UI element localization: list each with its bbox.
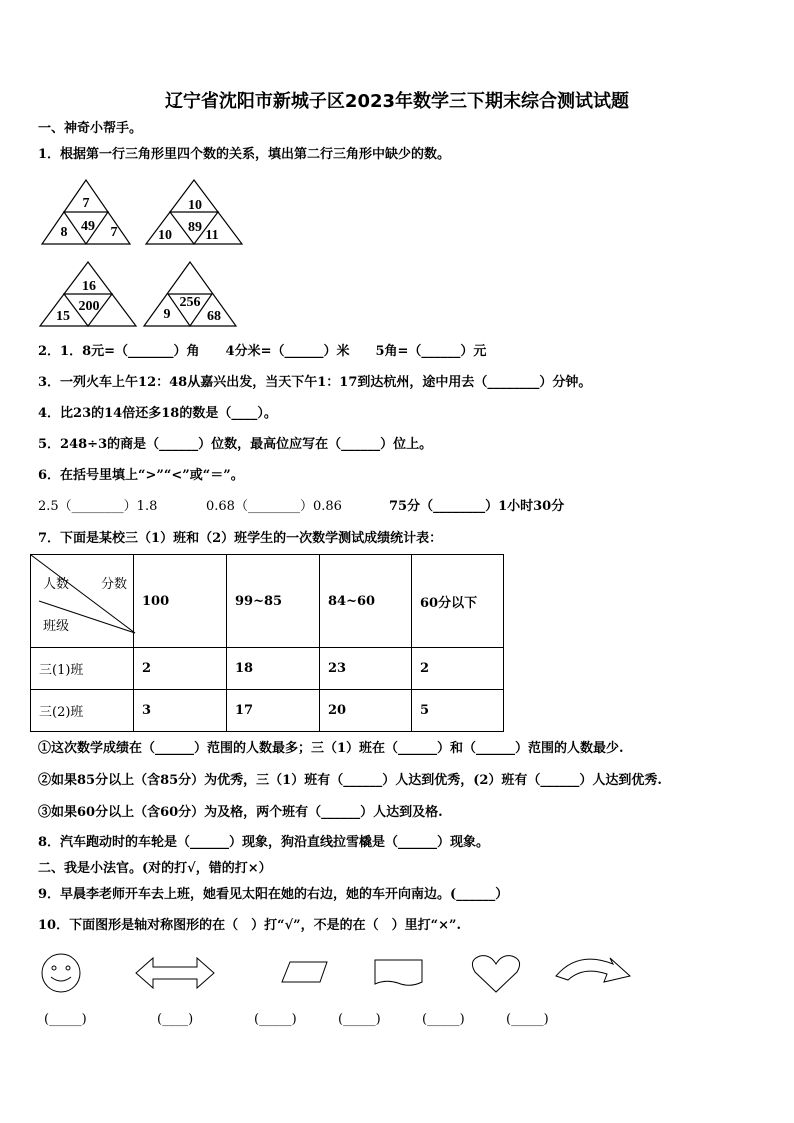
table-row bbox=[31, 690, 504, 732]
parallelogram-icon bbox=[282, 962, 327, 982]
question-6-item-2: 0.68（________）0.86 bbox=[206, 499, 342, 514]
row-class: 三(1)班 bbox=[31, 648, 134, 690]
triangle-1-right: 7 bbox=[110, 225, 118, 240]
question-5: 5．248÷3的商是（______）位数，最高位应写在（______）位上。 bbox=[38, 437, 433, 452]
question-7-sub-2: ②如果85分以上（含85分）为优秀，三（1）班有（______）人达到优秀，(2）班有（______）人达到优秀. bbox=[38, 773, 662, 788]
triangle-3-center: 200 bbox=[78, 299, 100, 314]
heart-icon bbox=[472, 956, 519, 992]
answer-blank[interactable]: (_____) bbox=[506, 1012, 549, 1027]
answer-blank[interactable]: (____) bbox=[157, 1012, 194, 1027]
double-arrow-icon bbox=[136, 958, 214, 988]
question-10: 10．下面图形是轴对称图形的在（ ）打“√”，不是的在（ ）里打“×”. bbox=[38, 918, 461, 933]
triangle-4-right: 68 bbox=[207, 309, 221, 324]
triangle-2-right: 11 bbox=[205, 228, 219, 243]
table-cell: 23 bbox=[320, 648, 412, 690]
triangle-1 bbox=[42, 180, 130, 244]
page-title: 辽宁省沈阳市新城子区2023年数学三下期末综合测试试题 bbox=[164, 91, 630, 112]
triangle-3 bbox=[40, 262, 136, 326]
row-class: 三(2)班 bbox=[31, 690, 134, 732]
table-cell: 18 bbox=[227, 648, 320, 690]
header-people: 人数 bbox=[43, 577, 70, 592]
table-cell: 3 bbox=[134, 690, 227, 732]
triangle-3-left: 15 bbox=[56, 309, 70, 324]
header-class: 班级 bbox=[43, 619, 70, 634]
table-cell: 2 bbox=[134, 648, 227, 690]
triangle-diagrams-row-2 bbox=[38, 258, 248, 332]
answer-blank[interactable]: (_____) bbox=[338, 1012, 381, 1027]
table-corner-header bbox=[31, 555, 134, 648]
question-7-sub-3: ③如果60分以上（含60分）为及格，两个班有（______）人达到及格. bbox=[38, 805, 443, 820]
answer-blank[interactable]: (_____) bbox=[44, 1012, 87, 1027]
question-1: 1．根据第一行三角形里四个数的关系，填出第二行三角形中缺少的数。 bbox=[38, 147, 451, 162]
question-6-item-3: 75分（________）1小时30分 bbox=[389, 499, 565, 514]
smiley-face-icon bbox=[42, 954, 80, 992]
triangle-3-top: 16 bbox=[82, 279, 96, 294]
column-header: 60分以下 bbox=[412, 555, 504, 648]
column-header: 99~85 bbox=[227, 555, 320, 648]
table-cell: 5 bbox=[412, 690, 504, 732]
diagonal-lines bbox=[31, 555, 141, 648]
symmetry-shapes bbox=[38, 952, 638, 998]
table-cell: 17 bbox=[227, 690, 320, 732]
question-9: 9．早晨李老师开车去上班，她看见太阳在她的右边，她的车开向南边。(______） bbox=[38, 887, 509, 902]
triangle-2-left: 10 bbox=[158, 228, 172, 243]
flag-shape-icon bbox=[375, 960, 422, 985]
table-row bbox=[31, 648, 504, 690]
question-8: 8．汽车跑动时的车轮是（______）现象，狗沿直线拉雪橇是（______）现象。 bbox=[38, 835, 490, 850]
triangle-2-center: 89 bbox=[188, 220, 202, 235]
section-2-heading: 二、我是小法官。(对的打√，错的打×） bbox=[38, 861, 272, 876]
question-6: 6．在括号里填上“>”“<”或“＝”。 bbox=[38, 468, 244, 483]
header-score: 分数 bbox=[101, 577, 128, 592]
question-4: 4．比23的14倍还多18的数是（____）。 bbox=[38, 406, 277, 421]
question-2: 2．1．8元=（_______）角 4分米=（______）米 5角=（______）元 bbox=[38, 344, 487, 359]
table-cell: 2 bbox=[412, 648, 504, 690]
triangle-1-top: 7 bbox=[82, 196, 90, 211]
triangle-4-left: 9 bbox=[163, 307, 171, 322]
triangle-2 bbox=[146, 180, 242, 244]
triangle-1-left: 8 bbox=[60, 225, 68, 240]
column-header: 84~60 bbox=[320, 555, 412, 648]
answer-blank[interactable]: (_____) bbox=[422, 1012, 465, 1027]
question-3: 3．一列火车上午12：48从嘉兴出发，当天下午1：17到达杭州，途中用去（________）分钟。 bbox=[38, 375, 592, 390]
table-cell: 20 bbox=[320, 690, 412, 732]
question-7: 7．下面是某校三（1）班和（2）班学生的一次数学测试成绩统计表： bbox=[38, 531, 443, 546]
question-7-sub-1: ①这次数学成绩在（______）范围的人数最多；三（1）班在（______）和（______）范围的人数最少. bbox=[38, 741, 624, 756]
triangle-4 bbox=[144, 262, 236, 326]
section-1-heading: 一、神奇小帮手。 bbox=[38, 121, 143, 136]
answer-blank[interactable]: (_____) bbox=[254, 1012, 297, 1027]
triangle-1-center: 49 bbox=[81, 219, 95, 234]
question-6-item-1: 2.5（________）1.8 bbox=[38, 499, 158, 514]
column-header: 100 bbox=[134, 555, 227, 648]
score-table bbox=[30, 554, 504, 732]
triangle-4-center: 256 bbox=[179, 295, 201, 310]
curved-arrow-icon bbox=[556, 958, 630, 982]
triangle-2-top: 10 bbox=[188, 198, 202, 213]
